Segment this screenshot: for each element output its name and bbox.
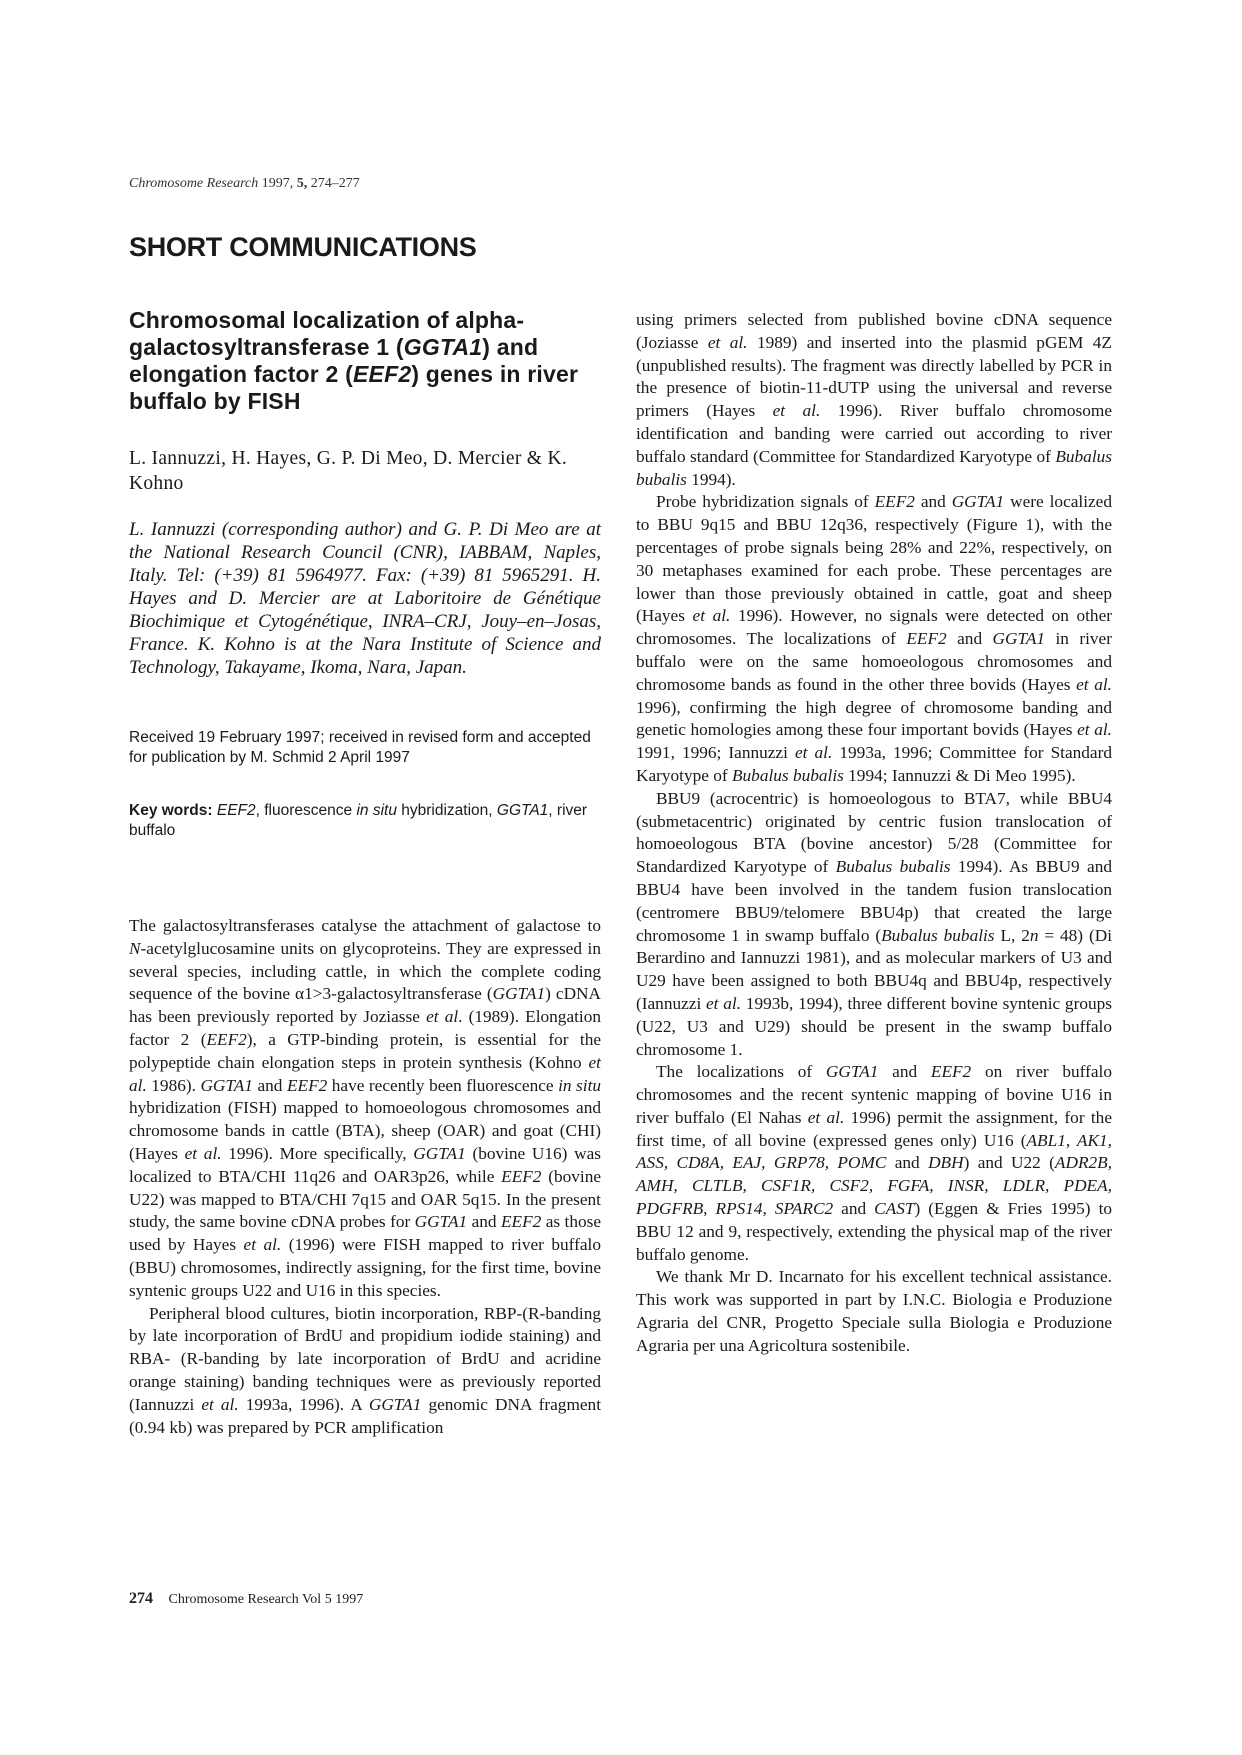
text-run: 1986). xyxy=(146,1075,201,1095)
text-run: on river buffalo chromosomes and the recent syntenic mapping of bovine U16 in river buffalo (El Nahas xyxy=(636,1062,1112,1127)
italic-run: GGTA1 xyxy=(200,1075,253,1095)
italic-run: et al. xyxy=(772,401,821,421)
text-run: ) (Eggen & Fries 1995) to BBU 12 and 9, respectively, extending the physical map of the river buffalo genome. xyxy=(636,1199,1113,1264)
italic-run: DBH xyxy=(928,1153,964,1173)
italic-run: et al. xyxy=(794,743,833,763)
italic-run: et al. xyxy=(129,1052,601,1095)
italic-run: EEF2 xyxy=(930,1062,972,1082)
italic-run: N xyxy=(129,938,141,958)
text-run: 1996), confirming the high degree of chromosome banding and genetic homologies among these four important bovids (Hayes xyxy=(636,697,1112,740)
text-run: ), a GTP-binding protein, is essential for the polypeptide chain elongation steps in protein synthesis (Kohno xyxy=(129,1029,602,1072)
title-gene: GGTA1 xyxy=(403,334,483,360)
italic-run: et al. xyxy=(1077,720,1113,740)
journal-volume: 5, xyxy=(296,176,308,191)
italic-run: EEF2 xyxy=(874,492,915,512)
italic-run: ADR2B, AMH, CLTLB, CSF1R, CSF2, FGFA, INSR, LDLR, PDEA, PDGFRB, RPS14, SPARC2 xyxy=(636,1153,1113,1219)
text-run: (1996) were FISH mapped to river buffalo (BBU) chromosomes, indirectly assigning, for the first time, bovine syntenic groups U22 and U16 in this species. xyxy=(129,1235,601,1300)
article-title xyxy=(129,307,609,415)
text-run: . (1989). Elongation factor 2 ( xyxy=(129,1007,602,1049)
text-run: and xyxy=(467,1212,501,1232)
italic-run: in situ xyxy=(558,1075,602,1095)
italic-run: et al. xyxy=(1076,674,1112,694)
text-run: 1996). However, no signals were detected on other chromosomes. The localizations of xyxy=(636,606,1112,649)
body-paragraph xyxy=(129,1303,601,1440)
italic-run: Bubalus bubalis xyxy=(881,925,995,945)
text-run: and xyxy=(878,1062,931,1082)
text-run: and xyxy=(833,1199,875,1219)
text-run: L, 2 xyxy=(994,925,1030,945)
text-run: 1989) and inserted into the plasmid pGEM 4Z (unpublished results). The fragment was directly labelled by PCR in the presence of biotin-11-dUTP using the universal and reverse primers (Hayes xyxy=(636,332,1112,421)
body-column-left xyxy=(129,915,601,1439)
italic-run: et al. xyxy=(201,1394,239,1414)
italic-run: GGTA1 xyxy=(368,1394,422,1414)
text-run: in river buffalo were on the same homoeologous chromosomes and chromosome bands as found in the other three bovids (Hayes xyxy=(636,629,1112,694)
text-run: 1993b, 1994), three different bovine syntenic groups (U22, U3 and U29) should be present in the swamp buffalo chromosome 1. xyxy=(636,993,1112,1059)
text-run: 1993a, 1996; Committee for Standard Karyotype of xyxy=(636,743,1112,785)
italic-run: GGTA1 xyxy=(951,492,1005,512)
author-affiliations: L. Iannuzzi (corresponding author) and G. P. Di Meo are at the National Research Council (CNR), IABBAM, Naples, Italy. Tel: (+39) 81 5964977. Fax: (+39) 81 5965291. H. Hayes and D. Mercier are at Laboritoire de Génétique Biochimique et Cytogénétique, INRA–CRJ, Jouy–en–Josas, France. K. Kohno is at the Nara Institute of Science and Technology, Takayame, Ikoma, Nara, Japan. xyxy=(129,519,601,678)
title-part: ) and elongation factor 2 ( xyxy=(129,334,539,387)
italic-run: et al. xyxy=(807,1107,845,1127)
keyword: , river buffalo xyxy=(129,802,588,839)
italic-run: EEF2 xyxy=(206,1029,247,1049)
text-run: hybridization (FISH) mapped to homoeologous chromosomes and chromosome bands in cattle (BTA), sheep (OAR) and goat (CHI) (Hayes xyxy=(129,1098,601,1163)
text-run: and xyxy=(886,1153,929,1173)
body-column-right xyxy=(636,309,1112,1358)
italic-run: GGTA1 xyxy=(492,984,546,1004)
text-run: The localizations of xyxy=(656,1062,826,1082)
body-paragraph xyxy=(636,1266,1112,1357)
italic-run: et al. xyxy=(692,606,731,626)
title-gene: EEF2 xyxy=(353,361,412,387)
text-run: were localized to BBU 9q15 and BBU 12q36, respectively (Figure 1), with the percentages of probe signals being 28% and 22%, respectively, on 30 metaphases examined for each probe. These percentages are lower than those previously obtained in cattle, goat and sheep (Hayes xyxy=(636,492,1112,626)
text-run: as those used by Hayes xyxy=(129,1212,602,1255)
keyword: EEF2 xyxy=(216,802,256,819)
text-run: (bovine U16) was localized to BTA/CHI 11q26 and OAR3p26, while xyxy=(129,1143,601,1186)
journal-name: Chromosome Research xyxy=(129,176,259,191)
italic-run: GGTA1 xyxy=(414,1212,468,1232)
text-run: have recently been fluorescence xyxy=(327,1075,559,1095)
keyword: in situ xyxy=(356,802,397,819)
text-run: 1994). As BBU9 and BBU4 have been involved in the tandem fusion translocation (centromere BBU9/telomere BBU4p) that created the large chromosome 1 in swamp buffalo ( xyxy=(636,857,1113,945)
text-run: 1996). More specifically, xyxy=(221,1143,414,1163)
journal-year: 1997, xyxy=(261,176,294,191)
running-title: Chromosome Research Vol 5 1997 xyxy=(168,1592,364,1607)
text-run: BBU9 (acrocentric) is homoeologous to BTA7, while BBU4 (submetacentric) originated by centric fusion translocation of homoeologous BTA (bovine ancestor) 5/28 (Committee for Standardized Karyotype of xyxy=(636,788,1112,877)
author-list: L. Iannuzzi, H. Hayes, G. P. Di Meo, D. Mercier & K. Kohno xyxy=(129,448,568,494)
section-heading: SHORT COMMUNICATIONS xyxy=(129,232,477,262)
keywords-label: Key words: xyxy=(129,802,213,819)
italic-run: et al. xyxy=(184,1143,222,1163)
italic-run: EEF2 xyxy=(286,1075,328,1095)
received-dates: Received 19 February 1997; received in revised form and accepted for publication by M. Schmid 2 April 1997 xyxy=(129,729,591,766)
italic-run: Bubalus bubalis xyxy=(731,765,844,785)
italic-run: GGTA1 xyxy=(413,1143,466,1163)
body-paragraph xyxy=(636,491,1112,787)
journal-pages: 274–277 xyxy=(310,176,360,191)
italic-run: Bubalus bubalis xyxy=(636,446,1112,489)
title-part: Chromosomal localization of alpha-galactosyltransferase 1 ( xyxy=(129,307,525,360)
text-run: The galactosyltransferases catalyse the attachment of galactose to xyxy=(129,916,601,935)
italic-run: GGTA1 xyxy=(992,629,1046,649)
text-run: 1991, 1996; Iannuzzi xyxy=(636,743,795,763)
italic-run: et al. xyxy=(706,993,742,1013)
keyword: hybridization, xyxy=(396,802,497,819)
body-paragraph xyxy=(636,309,1112,491)
text-run: (bovine U22) was mapped to BTA/CHI 7q15 and OAR 5q15. In the present study, the same bovine cDNA probes for xyxy=(129,1166,601,1232)
italic-run: EEF2 xyxy=(906,629,947,649)
text-run: ) and U22 ( xyxy=(963,1153,1055,1173)
title-part: ) genes in river buffalo by FISH xyxy=(129,361,579,414)
body-paragraph xyxy=(129,915,601,1303)
italic-run: EEF2 xyxy=(500,1212,542,1232)
text-run: 1993a, 1996). A xyxy=(238,1394,369,1414)
page-number: 274 xyxy=(129,1590,153,1607)
italic-run: et al. xyxy=(707,332,748,352)
text-run: 1996). River buffalo chromosome identification and banding were carried out according to river buffalo standard (Committee for Standardized Karyotype of xyxy=(636,401,1112,466)
text-run: ) cDNA has been previously reported by Joziasse xyxy=(129,984,602,1027)
text-run: and xyxy=(946,629,993,649)
italic-run: GGTA1 xyxy=(825,1062,879,1082)
keyword: , fluorescence xyxy=(255,802,357,819)
text-run: -acetylglucosamine units on glycoproteins. They are expressed in several species, including cattle, in which the complete coding sequence of the bovine α1>3-galactosyltransferase ( xyxy=(129,938,601,1004)
text-run: and xyxy=(914,492,952,512)
italic-run: et al. xyxy=(243,1235,282,1255)
text-run: 1996) permit the assignment, for the first time, of all bovine (expressed genes only) U16 ( xyxy=(636,1107,1112,1150)
body-paragraph xyxy=(636,1061,1112,1266)
text-run: genomic DNA fragment (0.94 kb) was prepared by PCR amplification xyxy=(129,1394,601,1437)
journal-reference xyxy=(129,176,360,192)
italic-run: ABL1, AK1, ASS, CD8A, EAJ, GRP78, POMC xyxy=(636,1130,1112,1173)
italic-run: CAST xyxy=(874,1199,915,1219)
italic-run: Bubalus bubalis xyxy=(835,857,951,877)
italic-run: n xyxy=(1029,925,1039,945)
body-paragraph xyxy=(636,788,1112,1062)
text-run: 1994). xyxy=(686,469,736,489)
text-run: We thank Mr D. Incarnato for his excellent technical assistance. This work was supported in part by I.N.C. Biologia e Produzione Agraria del CNR, Progetto Speciale sulla Biologia e Produzione Agraria per una Agricoltura sostenibile. xyxy=(636,1267,1112,1355)
text-run: using primers selected from published bovine cDNA sequence (Joziasse xyxy=(636,310,1112,352)
keywords xyxy=(129,801,601,841)
page-footer xyxy=(129,1590,363,1608)
text-run: = 48) (Di Berardino and Iannuzzi 1981), and as molecular markers of U3 and U29 have been assigned to both BBU4q and BBU4p, respectively (Iannuzzi xyxy=(636,925,1112,1013)
text-run: 1994; Iannuzzi & Di Meo 1995). xyxy=(843,765,1076,785)
italic-run: et al xyxy=(426,1007,459,1027)
keyword: GGTA1 xyxy=(496,802,549,819)
text-run: and xyxy=(252,1075,287,1095)
italic-run: EEF2 xyxy=(501,1166,542,1186)
text-run: Peripheral blood cultures, biotin incorporation, RBP-(R-banding by late incorporation of BrdU and propidium iodide staining) and RBA- (R-banding by late incorporation of BrdU and acridine orange staining) banding techniques were as previously reported (Iannuzzi xyxy=(129,1303,601,1414)
text-run: Probe hybridization signals of xyxy=(656,492,875,512)
